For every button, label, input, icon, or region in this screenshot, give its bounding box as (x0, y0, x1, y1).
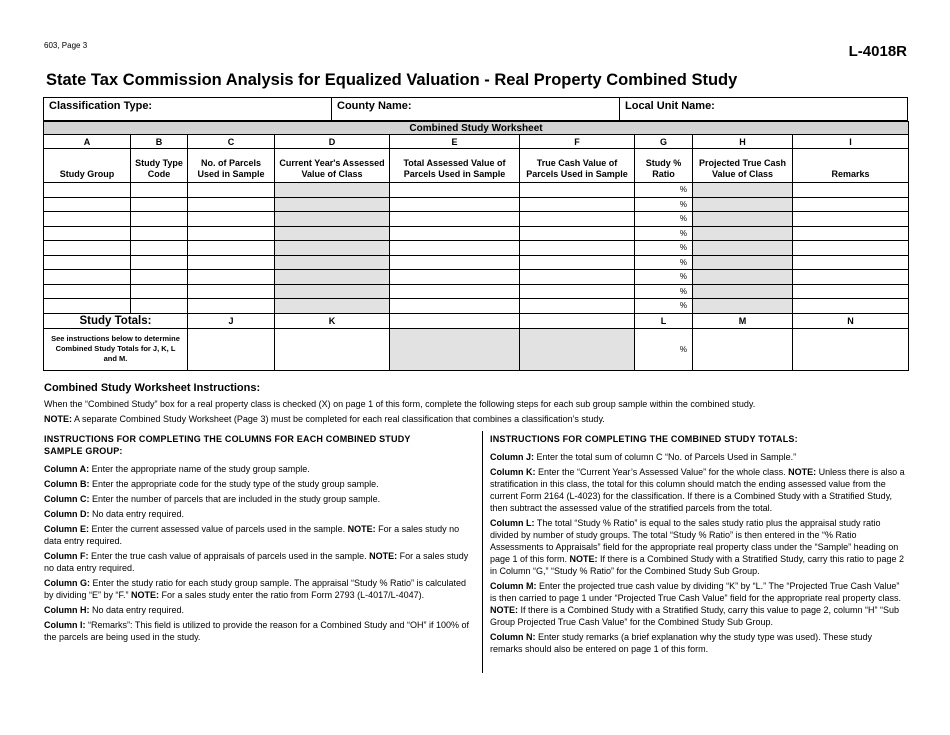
cell-g[interactable]: % (635, 299, 693, 314)
instructions-title: Combined Study Worksheet Instructions: (44, 382, 261, 394)
cell-g[interactable]: % (635, 212, 693, 227)
column-letter-d: D (275, 135, 390, 149)
cell-f[interactable] (520, 241, 635, 256)
cell-a[interactable] (44, 270, 131, 285)
column-letter-e: E (390, 135, 520, 149)
cell-c[interactable] (188, 255, 275, 270)
cell-d (275, 197, 390, 212)
col-m-note-label: NOTE: (490, 605, 518, 615)
cell-b[interactable] (131, 255, 188, 270)
cell-e[interactable] (390, 270, 520, 285)
column-header-line-2: Parcels Used in Sample (526, 169, 628, 180)
see-instructions-note: See instructions below to determine Combined Study Totals for J, K, L and M. (44, 328, 188, 370)
right-instructions (490, 433, 906, 658)
column-header-g (635, 149, 693, 183)
cell-h (693, 226, 793, 241)
col-k-text: Enter the “Current Year’s Assessed Value” for the whole class. (535, 467, 789, 477)
cell-e[interactable] (390, 299, 520, 314)
total-l-input[interactable]: % (635, 328, 693, 370)
totals-blank-f (520, 313, 635, 328)
column-header-line-1: Current Year's Assessed (279, 157, 385, 168)
instr-col-l (490, 517, 906, 577)
total-f-blank (520, 328, 635, 370)
column-header-line-2: Parcels Used in Sample (403, 169, 506, 180)
cell-d (275, 212, 390, 227)
col-k-note-label: NOTE: (788, 467, 817, 477)
cell-h (693, 241, 793, 256)
column-header-c (188, 149, 275, 183)
cell-c[interactable] (188, 284, 275, 299)
cell-b[interactable] (131, 226, 188, 241)
right-heading: INSTRUCTIONS FOR COMPLETING THE COMBINED STUDY TOTALS: (490, 434, 798, 444)
col-l-note: If there is a Combined Study with a Stratified Study, carry this ratio to page 2 in Column “G,” “Study % Ratio” for the Combined Study Sub Group. (490, 554, 905, 576)
cell-f[interactable] (520, 270, 635, 285)
cell-f[interactable] (520, 255, 635, 270)
classification-type-field[interactable]: Classification Type: (44, 98, 332, 120)
cell-e[interactable] (390, 183, 520, 198)
cell-a[interactable] (44, 284, 131, 299)
instructions-intro: When the “Combined Study” box for a real property class is checked (X) on page 1 of this form, complete the following steps for each sub group sample within the combined study. (44, 399, 756, 409)
totals-entry-row (44, 328, 909, 370)
col-e-note-label: NOTE: (347, 524, 376, 534)
cell-h (693, 284, 793, 299)
cell-a[interactable] (44, 212, 131, 227)
col-b-label: Column B: (44, 479, 90, 489)
cell-g[interactable]: % (635, 255, 693, 270)
column-divider (482, 431, 483, 673)
worksheet-title: Combined Study Worksheet (44, 122, 909, 135)
col-e-text: Enter the current assessed value of parcels used in the sample. (89, 524, 348, 534)
totals-letter-l: L (635, 313, 693, 328)
cell-e[interactable] (390, 212, 520, 227)
col-j-text: Enter the total sum of column C “No. of Parcels Used in Sample.” (534, 452, 797, 462)
column-header-line-2: Value of Class (301, 169, 363, 180)
cell-e[interactable] (390, 226, 520, 241)
classification-row (43, 97, 908, 121)
instr-col-e (44, 523, 474, 547)
col-m-text: Enter the projected true cash value by dividing “K” by “L.” The “Projected True Cash Value” is then carried to page 1 under “Projected True Cash Value” field for the appropriate real property class. (490, 581, 902, 603)
col-c-label: Column C: (44, 494, 90, 504)
col-b-text: Enter the appropriate code for the study type of the study group sample. (89, 479, 379, 489)
note-text: A separate Combined Study Worksheet (Page 3) must be completed for each real classification that combines a classification’s study. (72, 414, 605, 424)
column-letter-h: H (693, 135, 793, 149)
column-header-line-2: Code (147, 169, 171, 180)
col-m-note: If there is a Combined Study with a Stratified Study, carry this value to page 2, column “H” “Sub Group Projected True Cash Value” for the Combined Study Sub Group. (490, 605, 900, 627)
column-header-line-1: Study % (645, 157, 682, 168)
cell-i[interactable] (793, 183, 909, 198)
col-e-note: For a sales study no data entry required. (44, 524, 460, 546)
col-f-note-label: NOTE: (369, 551, 398, 561)
cell-e[interactable] (390, 255, 520, 270)
column-header-line-2: Study Group (59, 169, 115, 180)
col-l-text: The total “Study % Ratio” is equal to the sales study ratio plus the appraisal study ratio divided by number of study groups. The total “Study % Ratio” is then entered in the “% Ratio Assessments to Appraisals” field for the appropriate real property class under the “Sample” heading on page 1 of this form. (490, 518, 899, 564)
cell-h (693, 212, 793, 227)
col-a-text: Enter the appropriate name of the study group sample. (89, 464, 310, 474)
cell-f[interactable] (520, 226, 635, 241)
col-g-text: Enter the study ratio for each study group sample. The appraisal “Study % Ratio” is calculated by dividing “E” by “F.” (44, 578, 467, 600)
cell-a[interactable] (44, 197, 131, 212)
col-a-label: Column A: (44, 464, 90, 474)
cell-c[interactable] (188, 212, 275, 227)
table-row (44, 212, 909, 227)
table-row (44, 226, 909, 241)
col-i-label: Column I: (44, 620, 86, 630)
instr-col-b (44, 478, 474, 490)
cell-h (693, 197, 793, 212)
col-l-note-label: NOTE: (569, 554, 598, 564)
cell-c[interactable] (188, 241, 275, 256)
col-n-text: Enter study remarks (a brief explanation why the study type was used). These study remarks should also be entered on page 1 of this form. (490, 632, 872, 654)
table-row (44, 255, 909, 270)
column-header-b (131, 149, 188, 183)
totals-blank-e (390, 313, 520, 328)
col-h-label: Column H: (44, 605, 90, 615)
table-row (44, 241, 909, 256)
column-header-line-2: Remarks (831, 169, 870, 180)
table-row (44, 183, 909, 198)
cell-i[interactable] (793, 241, 909, 256)
cell-d (275, 299, 390, 314)
study-totals-row (44, 313, 909, 328)
column-letter-c: C (188, 135, 275, 149)
cell-d (275, 284, 390, 299)
cell-b[interactable] (131, 270, 188, 285)
column-letter-f: F (520, 135, 635, 149)
cell-d (275, 183, 390, 198)
cell-b[interactable] (131, 183, 188, 198)
col-d-text: No data entry required. (89, 509, 185, 519)
col-g-note-label: NOTE: (131, 590, 160, 600)
column-header-line-1: No. of Parcels (200, 157, 262, 168)
cell-a[interactable] (44, 226, 131, 241)
total-j-input[interactable] (188, 328, 275, 370)
cell-i[interactable] (793, 226, 909, 241)
cell-e[interactable] (390, 284, 520, 299)
column-letter-a: A (44, 135, 131, 149)
instructions-note (44, 414, 605, 424)
cell-a[interactable] (44, 299, 131, 314)
instr-col-a (44, 463, 474, 475)
cell-f[interactable] (520, 212, 635, 227)
cell-i[interactable] (793, 299, 909, 314)
total-m-input[interactable] (693, 328, 793, 370)
totals-letter-k: K (275, 313, 390, 328)
cell-i[interactable] (793, 255, 909, 270)
cell-a[interactable] (44, 241, 131, 256)
cell-f[interactable] (520, 183, 635, 198)
total-k-input[interactable] (275, 328, 390, 370)
cell-d (275, 255, 390, 270)
instr-col-k (490, 466, 906, 514)
column-header-i (793, 149, 909, 183)
col-i-text: “Remarks”: This field is utilized to provide the reason for a Combined Study and “OH” if 100% of the parcels are being used in the study. (44, 620, 470, 642)
cell-b[interactable] (131, 299, 188, 314)
total-n-input[interactable] (793, 328, 909, 370)
cell-h (693, 183, 793, 198)
column-header-line-2: Used in Sample (197, 169, 265, 180)
table-row (44, 197, 909, 212)
instr-col-h (44, 604, 474, 616)
column-header-d (275, 149, 390, 183)
instr-col-j (490, 451, 906, 463)
cell-h (693, 299, 793, 314)
study-totals-label: Study Totals: (44, 313, 188, 328)
instr-col-f (44, 550, 474, 574)
cell-a[interactable] (44, 255, 131, 270)
col-j-label: Column J: (490, 452, 534, 462)
left-heading-line-1: INSTRUCTIONS FOR COMPLETING THE COLUMNS FOR EACH COMBINED STUDY (44, 434, 411, 444)
cell-g[interactable]: % (635, 183, 693, 198)
local-unit-name-field[interactable]: Local Unit Name: (625, 100, 715, 112)
col-f-note: For a sales study no data entry required. (44, 551, 469, 573)
instr-col-d (44, 508, 474, 520)
totals-letter-n: N (793, 313, 909, 328)
cell-b[interactable] (131, 241, 188, 256)
col-f-label: Column F: (44, 551, 89, 561)
cell-e[interactable] (390, 241, 520, 256)
cell-g[interactable]: % (635, 270, 693, 285)
cell-i[interactable] (793, 197, 909, 212)
cell-g[interactable]: % (635, 284, 693, 299)
left-heading (44, 433, 474, 457)
cell-f[interactable] (520, 284, 635, 299)
note-label: NOTE: (44, 414, 72, 424)
column-header-line-1: Projected True Cash (698, 157, 787, 168)
cell-e[interactable] (390, 197, 520, 212)
cell-f[interactable] (520, 299, 635, 314)
cell-i[interactable] (793, 284, 909, 299)
col-h-text: No data entry required. (89, 605, 185, 615)
col-d-label: Column D: (44, 509, 90, 519)
col-g-label: Column G: (44, 578, 90, 588)
col-m-label: Column M: (490, 581, 537, 591)
column-header-h (693, 149, 793, 183)
col-c-text: Enter the number of parcels that are included in the study group sample. (89, 494, 381, 504)
table-row (44, 284, 909, 299)
instr-col-g (44, 577, 474, 601)
column-headers-row (44, 149, 909, 183)
page-title: State Tax Commission Analysis for Equalized Valuation - Real Property Combined Study (46, 71, 738, 89)
instr-col-c (44, 493, 474, 505)
cell-a[interactable] (44, 183, 131, 198)
column-letter-g: G (635, 135, 693, 149)
instr-col-i (44, 619, 474, 643)
left-heading-line-2: SAMPLE GROUP: (44, 446, 123, 456)
cell-c[interactable] (188, 270, 275, 285)
cell-b[interactable] (131, 212, 188, 227)
table-row (44, 299, 909, 314)
col-f-text: Enter the true cash value of appraisals of parcels used in the sample. (88, 551, 370, 561)
column-header-a (44, 149, 131, 183)
col-e-label: Column E: (44, 524, 89, 534)
column-header-f (520, 149, 635, 183)
cell-c[interactable] (188, 226, 275, 241)
column-header-line-1: Total Assessed Value of (403, 157, 506, 168)
column-letters-row (44, 135, 909, 149)
cell-d (275, 226, 390, 241)
col-g-note: For a sales study enter the ratio from Form 2793 (L-4017/L-4047). (159, 590, 425, 600)
cell-c[interactable] (188, 183, 275, 198)
form-id: L-4018R (848, 43, 907, 60)
cell-h (693, 255, 793, 270)
column-header-line-2: Value of Class (711, 169, 774, 180)
cell-h (693, 270, 793, 285)
totals-letter-m: M (693, 313, 793, 328)
column-header-line-2: Ratio (652, 169, 675, 180)
page-number: 603, Page 3 (44, 41, 88, 50)
instr-col-n (490, 631, 906, 655)
totals-letter-j: J (188, 313, 275, 328)
combined-study-worksheet (43, 121, 909, 371)
cell-i[interactable] (793, 270, 909, 285)
cell-b[interactable] (131, 197, 188, 212)
cell-g[interactable]: % (635, 241, 693, 256)
table-row (44, 270, 909, 285)
cell-f[interactable] (520, 197, 635, 212)
cell-g[interactable]: % (635, 197, 693, 212)
cell-b[interactable] (131, 284, 188, 299)
column-letter-b: B (131, 135, 188, 149)
col-l-label: Column L: (490, 518, 535, 528)
column-letter-i: I (793, 135, 909, 149)
col-n-label: Column N: (490, 632, 536, 642)
total-e-blank (390, 328, 520, 370)
cell-d (275, 241, 390, 256)
column-header-e (390, 149, 520, 183)
column-header-line-1: Study Type (135, 157, 183, 168)
cell-c[interactable] (188, 299, 275, 314)
cell-d (275, 270, 390, 285)
left-instructions (44, 433, 474, 646)
column-header-line-1: True Cash Value of (536, 157, 618, 168)
cell-i[interactable] (793, 212, 909, 227)
col-k-note: Unless there is also a stratification in this class, the total for this column should match the ending assessed value from the current Form 2164 (L-4023) for the classification. If there is a Combined Study with a Stratified Study, then subtract the assessed value of the stratified parcels from the total. (490, 467, 905, 513)
col-k-label: Column K: (490, 467, 536, 477)
county-name-field[interactable]: County Name: (332, 98, 620, 120)
instr-col-m (490, 580, 906, 628)
cell-c[interactable] (188, 197, 275, 212)
cell-g[interactable]: % (635, 226, 693, 241)
